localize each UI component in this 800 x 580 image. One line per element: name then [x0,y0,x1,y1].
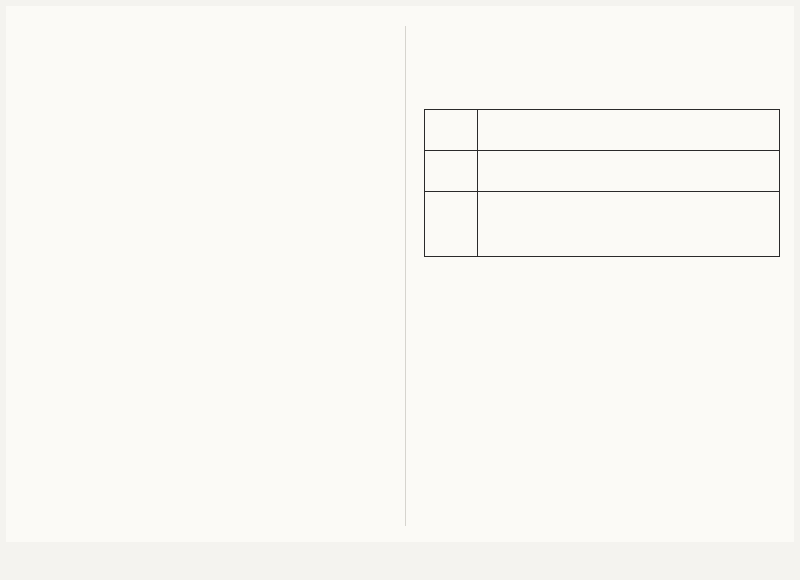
task-line [424,262,780,276]
material-line [424,464,780,478]
left-column [32,20,388,580]
table-row [425,110,779,150]
cell-line [482,230,775,242]
task-line [424,276,780,290]
question-stem-line [32,300,388,314]
question-stem-line [32,146,388,160]
question-stem-line [32,314,388,328]
material-line [424,408,780,422]
statement-line [32,230,388,244]
question-stem-line [32,468,388,482]
question-stem-line [32,440,388,454]
question-13 [32,20,388,146]
statement-line [32,524,388,538]
material-line [424,50,780,64]
question-stem-line [32,20,388,34]
question-stem-line [32,160,388,174]
statement-line [32,118,388,132]
row-content [478,192,779,256]
question-17 [424,36,780,360]
answer-options [32,566,388,580]
exam-page [6,6,794,542]
answer-space[interactable] [424,346,780,360]
answer-space[interactable] [424,290,780,304]
material-line [424,520,780,534]
statement-line [32,76,388,90]
material-line [424,422,780,436]
statement-line [32,90,388,104]
question-stem-line [32,62,388,76]
statement-line [32,384,388,398]
answer-options [32,272,388,286]
cell-line [482,136,775,148]
material-line [424,394,780,408]
material-line [424,64,780,78]
row-content [478,110,779,150]
statement-line [32,538,388,552]
question-stem-line [32,426,388,440]
answer-space[interactable] [424,304,780,318]
section-title [424,20,780,36]
question-heading [424,366,780,380]
cell-line [482,194,775,206]
material-line [424,506,780,520]
row-label [425,192,478,256]
answer-space[interactable] [424,332,780,346]
question-stem-line [32,174,388,188]
answer-space[interactable] [424,318,780,332]
answer-options [32,412,388,426]
statement-line [32,398,388,412]
table-row [425,191,779,256]
question-15 [32,286,388,426]
row-label [425,110,478,150]
statement-line [32,216,388,230]
question-18 [424,366,780,534]
column-divider [405,26,406,526]
material-line [424,436,780,450]
statement-line [32,258,388,272]
cell-line [482,112,775,124]
question-14 [32,146,388,286]
right-column [424,20,780,534]
cell-line [482,177,775,189]
question-stem-line [32,496,388,510]
material-line [424,492,780,506]
material-table [424,109,780,257]
statement-line [32,510,388,524]
question-stem-line [32,342,388,356]
table-row [425,150,779,191]
cell-line [482,218,775,230]
material-line [424,92,780,106]
material-line [424,450,780,464]
cell-line [482,124,775,136]
question-stem-line [32,328,388,342]
question-stem-line [32,34,388,48]
statement-line [32,244,388,258]
question-stem-line [32,286,388,300]
material-line [424,78,780,92]
cell-line [482,242,775,254]
question-stem-line [32,202,388,216]
row-content [478,151,779,191]
cell-line [482,206,775,218]
material-line [424,380,780,394]
material-line [424,478,780,492]
statement-line [32,104,388,118]
question-stem-line [32,188,388,202]
cell-line [482,165,775,177]
question-16 [32,426,388,580]
cell-line [482,153,775,165]
question-stem-line [32,48,388,62]
question-heading [424,36,780,50]
question-stem-line [32,482,388,496]
statement-line [32,370,388,384]
statement-line [32,552,388,566]
question-stem-line [32,454,388,468]
statement-line [32,356,388,370]
answer-options [32,132,388,146]
row-label [425,151,478,191]
